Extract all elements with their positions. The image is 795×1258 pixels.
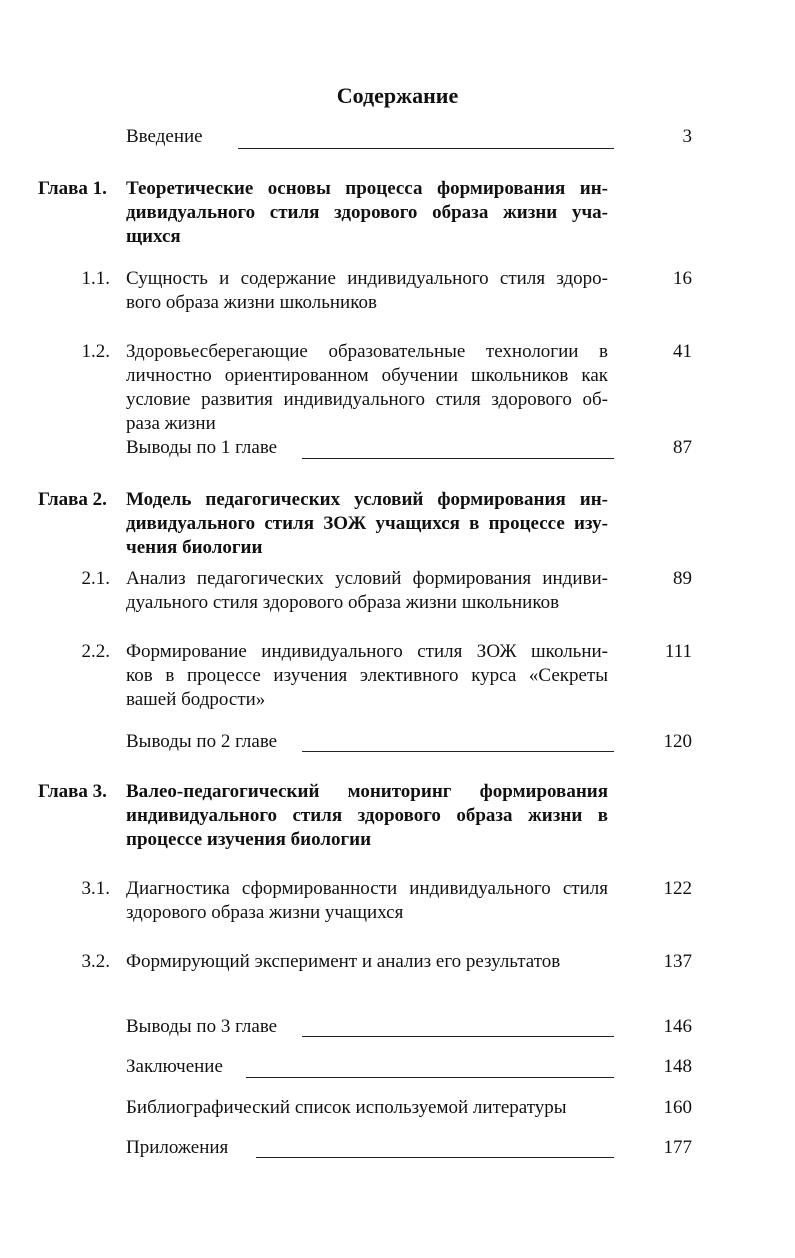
toc-entry-label: Заключение xyxy=(126,1056,223,1077)
toc-entry-label: Приложения xyxy=(126,1137,229,1158)
page-number: 146 xyxy=(663,1016,692,1037)
page-number: 111 xyxy=(664,641,692,662)
page-number: 16 xyxy=(673,268,692,289)
chapter-label: Глава 2. xyxy=(38,489,107,510)
section-title: Сущность и содержание индивидуального стиля здоро- вого образа жизни школьников xyxy=(126,268,608,313)
chapter-title: Модель педагогических условий формирования ин- дивидуального стиля ЗОЖ учащихся в процессе изу- чения биологии xyxy=(126,489,608,558)
page-number: 160 xyxy=(663,1097,692,1118)
dot-leader xyxy=(302,458,614,459)
section-title: Формирующий эксперимент и анализ его результатов xyxy=(126,951,561,972)
page-number: 41 xyxy=(673,341,692,362)
page-number: 3 xyxy=(682,126,692,147)
chapter-title: Теоретические основы процесса формирования ин- дивидуального стиля здорового образа жизни уча- щихся xyxy=(126,178,608,247)
dot-leader xyxy=(238,148,614,149)
dot-leader xyxy=(302,1036,614,1037)
page-number: 148 xyxy=(663,1056,692,1077)
page-number: 177 xyxy=(663,1137,692,1158)
page-number: 120 xyxy=(663,731,692,752)
section-title: Анализ педагогических условий формирования индиви- дуального стиля здорового образа жизни школьников xyxy=(126,568,608,613)
section-title: Формирование индивидуального стиля ЗОЖ школьни- ков в процессе изучения элективного курса «Секреты вашей бодрости» xyxy=(126,641,608,710)
toc-entry-label: Выводы по 1 главе xyxy=(126,437,278,458)
page-number: 87 xyxy=(673,437,692,458)
page-number: 122 xyxy=(663,878,692,899)
section-number: 2.2. xyxy=(81,641,110,662)
dot-leader xyxy=(256,1157,614,1158)
section-number: 2.1. xyxy=(81,568,110,589)
chapter-label: Глава 1. xyxy=(38,178,107,199)
section-title: Диагностика сформированности индивидуального стиля здорового образа жизни учащихся xyxy=(126,878,608,923)
section-number: 1.2. xyxy=(81,341,110,362)
chapter-title: Валео-педагогический мониторинг формирования индивидуального стиля здорового образа жизни в процессе изучения биологии xyxy=(126,781,608,850)
dot-leader xyxy=(246,1077,614,1078)
dot-leader xyxy=(302,751,614,752)
chapter-label: Глава 3. xyxy=(38,781,107,802)
section-title: Здоровьесберегающие образовательные технологии в личностно ориентированном обучении школьников как условие развития индивидуального стиля здорового об- раза жизни xyxy=(126,341,608,434)
toc-entry-label: Библиографический список используемой литературы xyxy=(126,1097,567,1118)
page-number: 137 xyxy=(663,951,692,972)
section-number: 3.2. xyxy=(81,951,110,972)
section-number: 3.1. xyxy=(81,878,110,899)
section-number: 1.1. xyxy=(81,268,110,289)
toc-entry-label: Выводы по 2 главе xyxy=(126,731,278,752)
toc-entry-label: Выводы по 3 главе xyxy=(126,1016,278,1037)
page-title: Содержание xyxy=(336,83,459,108)
page-number: 89 xyxy=(673,568,692,589)
toc-entry-label: Введение xyxy=(126,126,203,147)
